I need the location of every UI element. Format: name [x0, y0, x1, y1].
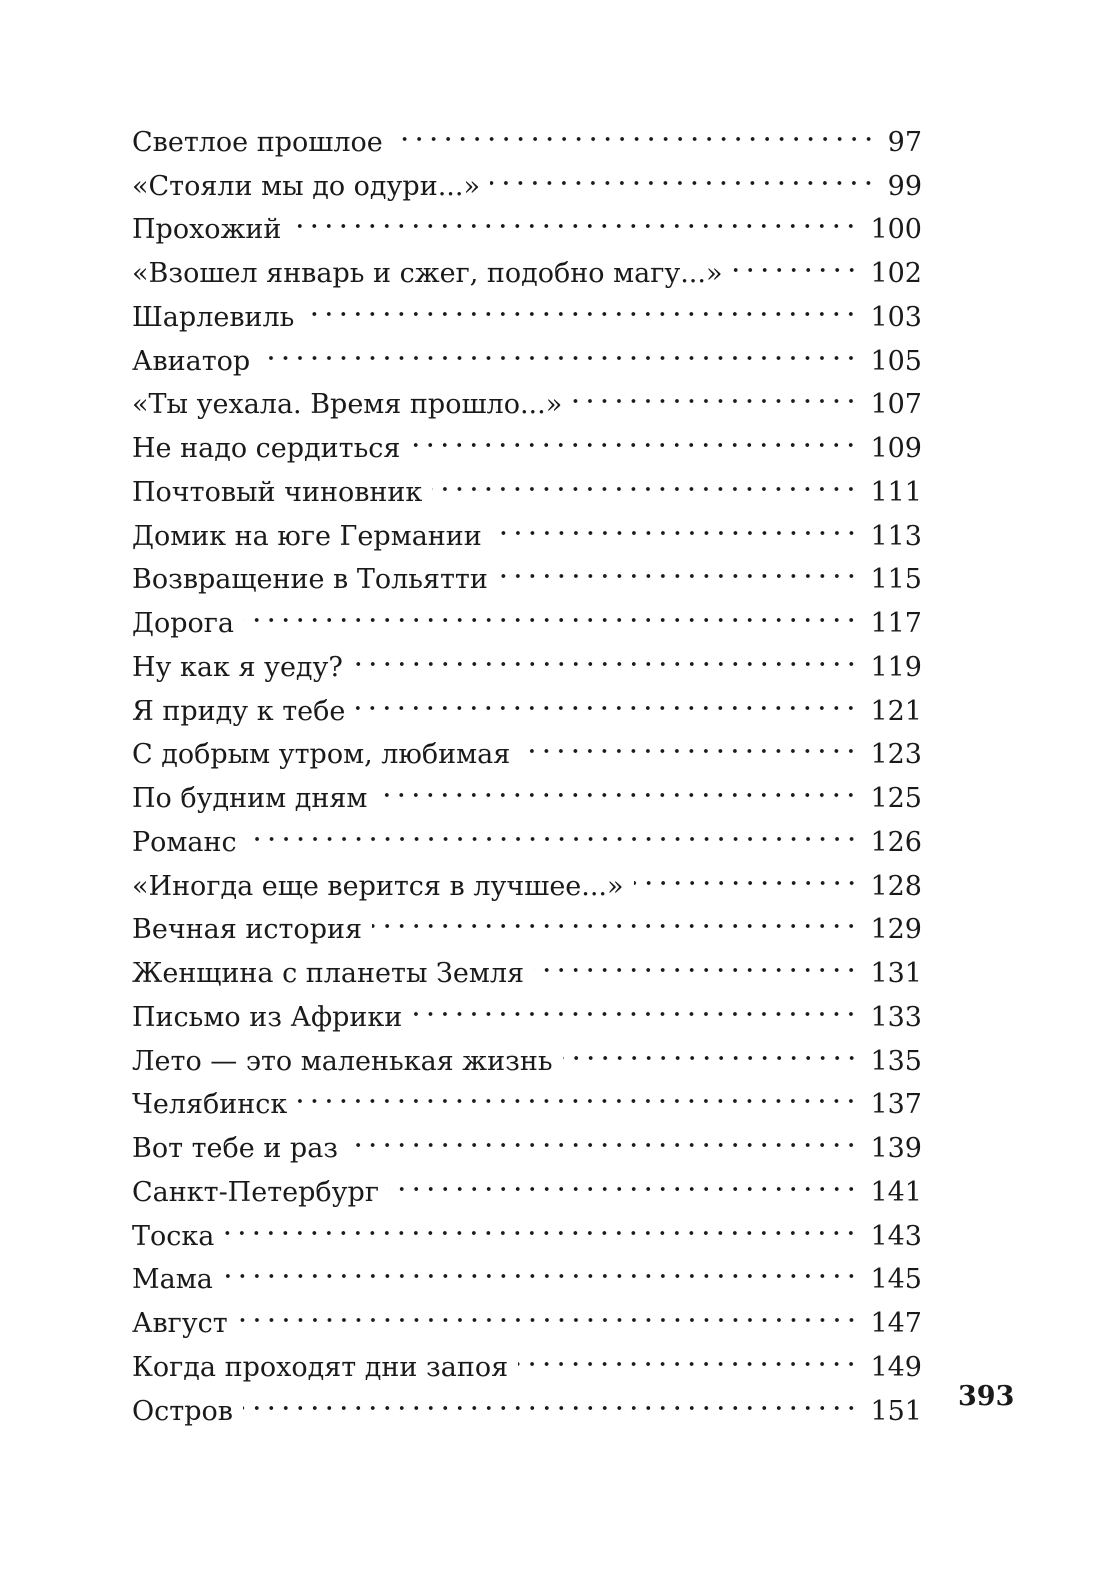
toc-entry-page-number: 149 — [870, 1351, 922, 1383]
dot-leader — [244, 588, 858, 632]
toc-entry-page-number: 151 — [870, 1395, 922, 1427]
toc-entry-title: Возвращение в Тольятти — [132, 564, 488, 596]
toc-entry-title: Письмо из Африки — [132, 1001, 403, 1033]
toc-entry — [132, 588, 922, 639]
toc-entry-page-number: 143 — [870, 1220, 922, 1252]
toc-entry-title: По будним дням — [132, 783, 368, 814]
dot-leader — [260, 326, 858, 370]
toc-entry-title: Челябинск — [132, 1089, 288, 1121]
toc-entry — [132, 1288, 922, 1339]
toc-entry-title: Авиатор — [132, 345, 251, 377]
dot-leader — [377, 763, 858, 807]
dot-leader — [353, 632, 859, 676]
dot-leader — [393, 107, 876, 151]
toc-entry-page-number: 119 — [870, 651, 922, 683]
toc-entry-page-number: 129 — [870, 914, 922, 946]
table-of-contents — [132, 107, 922, 1427]
toc-entry-title: Вечная история — [132, 914, 363, 946]
toc-entry-title: Санкт-Петербург — [132, 1176, 379, 1208]
toc-entry — [132, 370, 922, 421]
dot-leader — [348, 1113, 858, 1157]
toc-entry-title: Август — [132, 1308, 228, 1339]
toc-entry-title: Тоска — [132, 1220, 215, 1252]
toc-entry-page-number: 139 — [870, 1133, 922, 1164]
toc-entry-page-number: 107 — [870, 389, 922, 421]
toc-entry — [132, 107, 922, 158]
toc-entry-page-number: 125 — [870, 783, 922, 814]
toc-entry-title: С добрым утром, любимая — [132, 739, 511, 771]
dot-leader — [498, 545, 859, 589]
dot-leader — [372, 895, 858, 939]
dot-leader — [224, 1201, 858, 1245]
toc-entry-page-number: 131 — [870, 958, 922, 989]
toc-entry-page-number: 113 — [870, 520, 922, 552]
toc-entry-title: Женщина с планеты Земля — [132, 958, 525, 989]
toc-entry-title: Шарлевиль — [132, 301, 295, 333]
dot-leader — [563, 1026, 859, 1070]
dot-leader — [238, 1288, 859, 1332]
toc-entry-title: Почтовый чиновник — [132, 476, 423, 508]
dot-leader — [634, 851, 859, 895]
dot-leader — [389, 1157, 858, 1201]
toc-entry-title: Не надо сердиться — [132, 433, 401, 464]
toc-entry-page-number: 117 — [870, 608, 922, 639]
toc-entry-title: Я приду к тебе — [132, 695, 346, 727]
toc-entry-page-number: 115 — [870, 564, 922, 596]
toc-entry-page-number: 135 — [870, 1045, 922, 1077]
dot-leader — [412, 982, 858, 1026]
toc-entry-page-number: 133 — [870, 1001, 922, 1033]
toc-entry-page-number: 102 — [870, 258, 922, 289]
dot-leader — [534, 938, 858, 982]
toc-entry — [132, 851, 922, 902]
toc-entry-page-number: 99 — [887, 170, 922, 202]
toc-entry-title: «Взошел январь и сжег, подобно магу...» — [132, 258, 723, 289]
page-number: 393 — [958, 1381, 1015, 1412]
toc-entry-page-number: 97 — [887, 126, 922, 158]
toc-entry-title: Прохожий — [132, 214, 282, 246]
dot-leader — [243, 1376, 859, 1420]
toc-entry-page-number: 109 — [870, 433, 922, 464]
toc-entry — [132, 807, 922, 858]
toc-entry — [132, 1201, 922, 1252]
toc-entry-title: Ну как я уеду? — [132, 651, 343, 683]
toc-entry-page-number: 111 — [870, 476, 922, 508]
toc-entry — [132, 1376, 922, 1427]
dot-leader — [410, 413, 858, 457]
dot-leader — [247, 807, 859, 851]
dot-leader — [304, 282, 858, 326]
dot-leader — [432, 457, 858, 501]
toc-entry — [132, 632, 922, 683]
dot-leader — [492, 501, 859, 545]
toc-entry — [132, 1332, 922, 1383]
dot-leader — [223, 1245, 859, 1289]
toc-entry-page-number: 145 — [870, 1264, 922, 1296]
toc-entry-page-number: 123 — [870, 739, 922, 771]
dot-leader — [297, 1070, 858, 1114]
dot-leader — [518, 1332, 858, 1376]
toc-entry-title: Вот тебе и раз — [132, 1133, 339, 1164]
toc-entry-title: «Ты уехала. Время прошло...» — [132, 389, 563, 421]
toc-entry-title: Мама — [132, 1264, 213, 1296]
toc-entry-page-number: 126 — [870, 826, 922, 858]
toc-entry-page-number: 141 — [870, 1176, 922, 1208]
toc-entry-page-number: 103 — [870, 301, 922, 333]
toc-entry-title: Дорога — [132, 608, 234, 639]
toc-entry-title: Домик на юге Германии — [132, 520, 482, 552]
toc-entry-page-number: 121 — [870, 695, 922, 727]
toc-entry — [132, 1245, 922, 1296]
dot-leader — [291, 195, 858, 239]
toc-entry-title: Романс — [132, 826, 237, 858]
toc-entry-title: «Стояли мы до одури...» — [132, 170, 480, 202]
toc-entry-page-number: 100 — [870, 214, 922, 246]
toc-entry-page-number: 137 — [870, 1089, 922, 1121]
toc-entry-page-number: 128 — [870, 870, 922, 902]
toc-entry-page-number: 105 — [870, 345, 922, 377]
toc-entry-title: «Иногда еще верится в лучшее...» — [132, 870, 624, 902]
dot-leader — [520, 720, 858, 764]
toc-entry-page-number: 147 — [870, 1308, 922, 1339]
toc-entry-title: Лето — это маленькая жизнь — [132, 1045, 553, 1077]
dot-leader — [572, 370, 858, 414]
dot-leader — [733, 238, 859, 282]
dot-leader — [490, 151, 876, 195]
toc-entry-title: Остров — [132, 1395, 233, 1427]
toc-entry-title: Светлое прошлое — [132, 126, 383, 158]
toc-entry-title: Когда проходят дни запоя — [132, 1351, 509, 1383]
dot-leader — [355, 676, 858, 720]
